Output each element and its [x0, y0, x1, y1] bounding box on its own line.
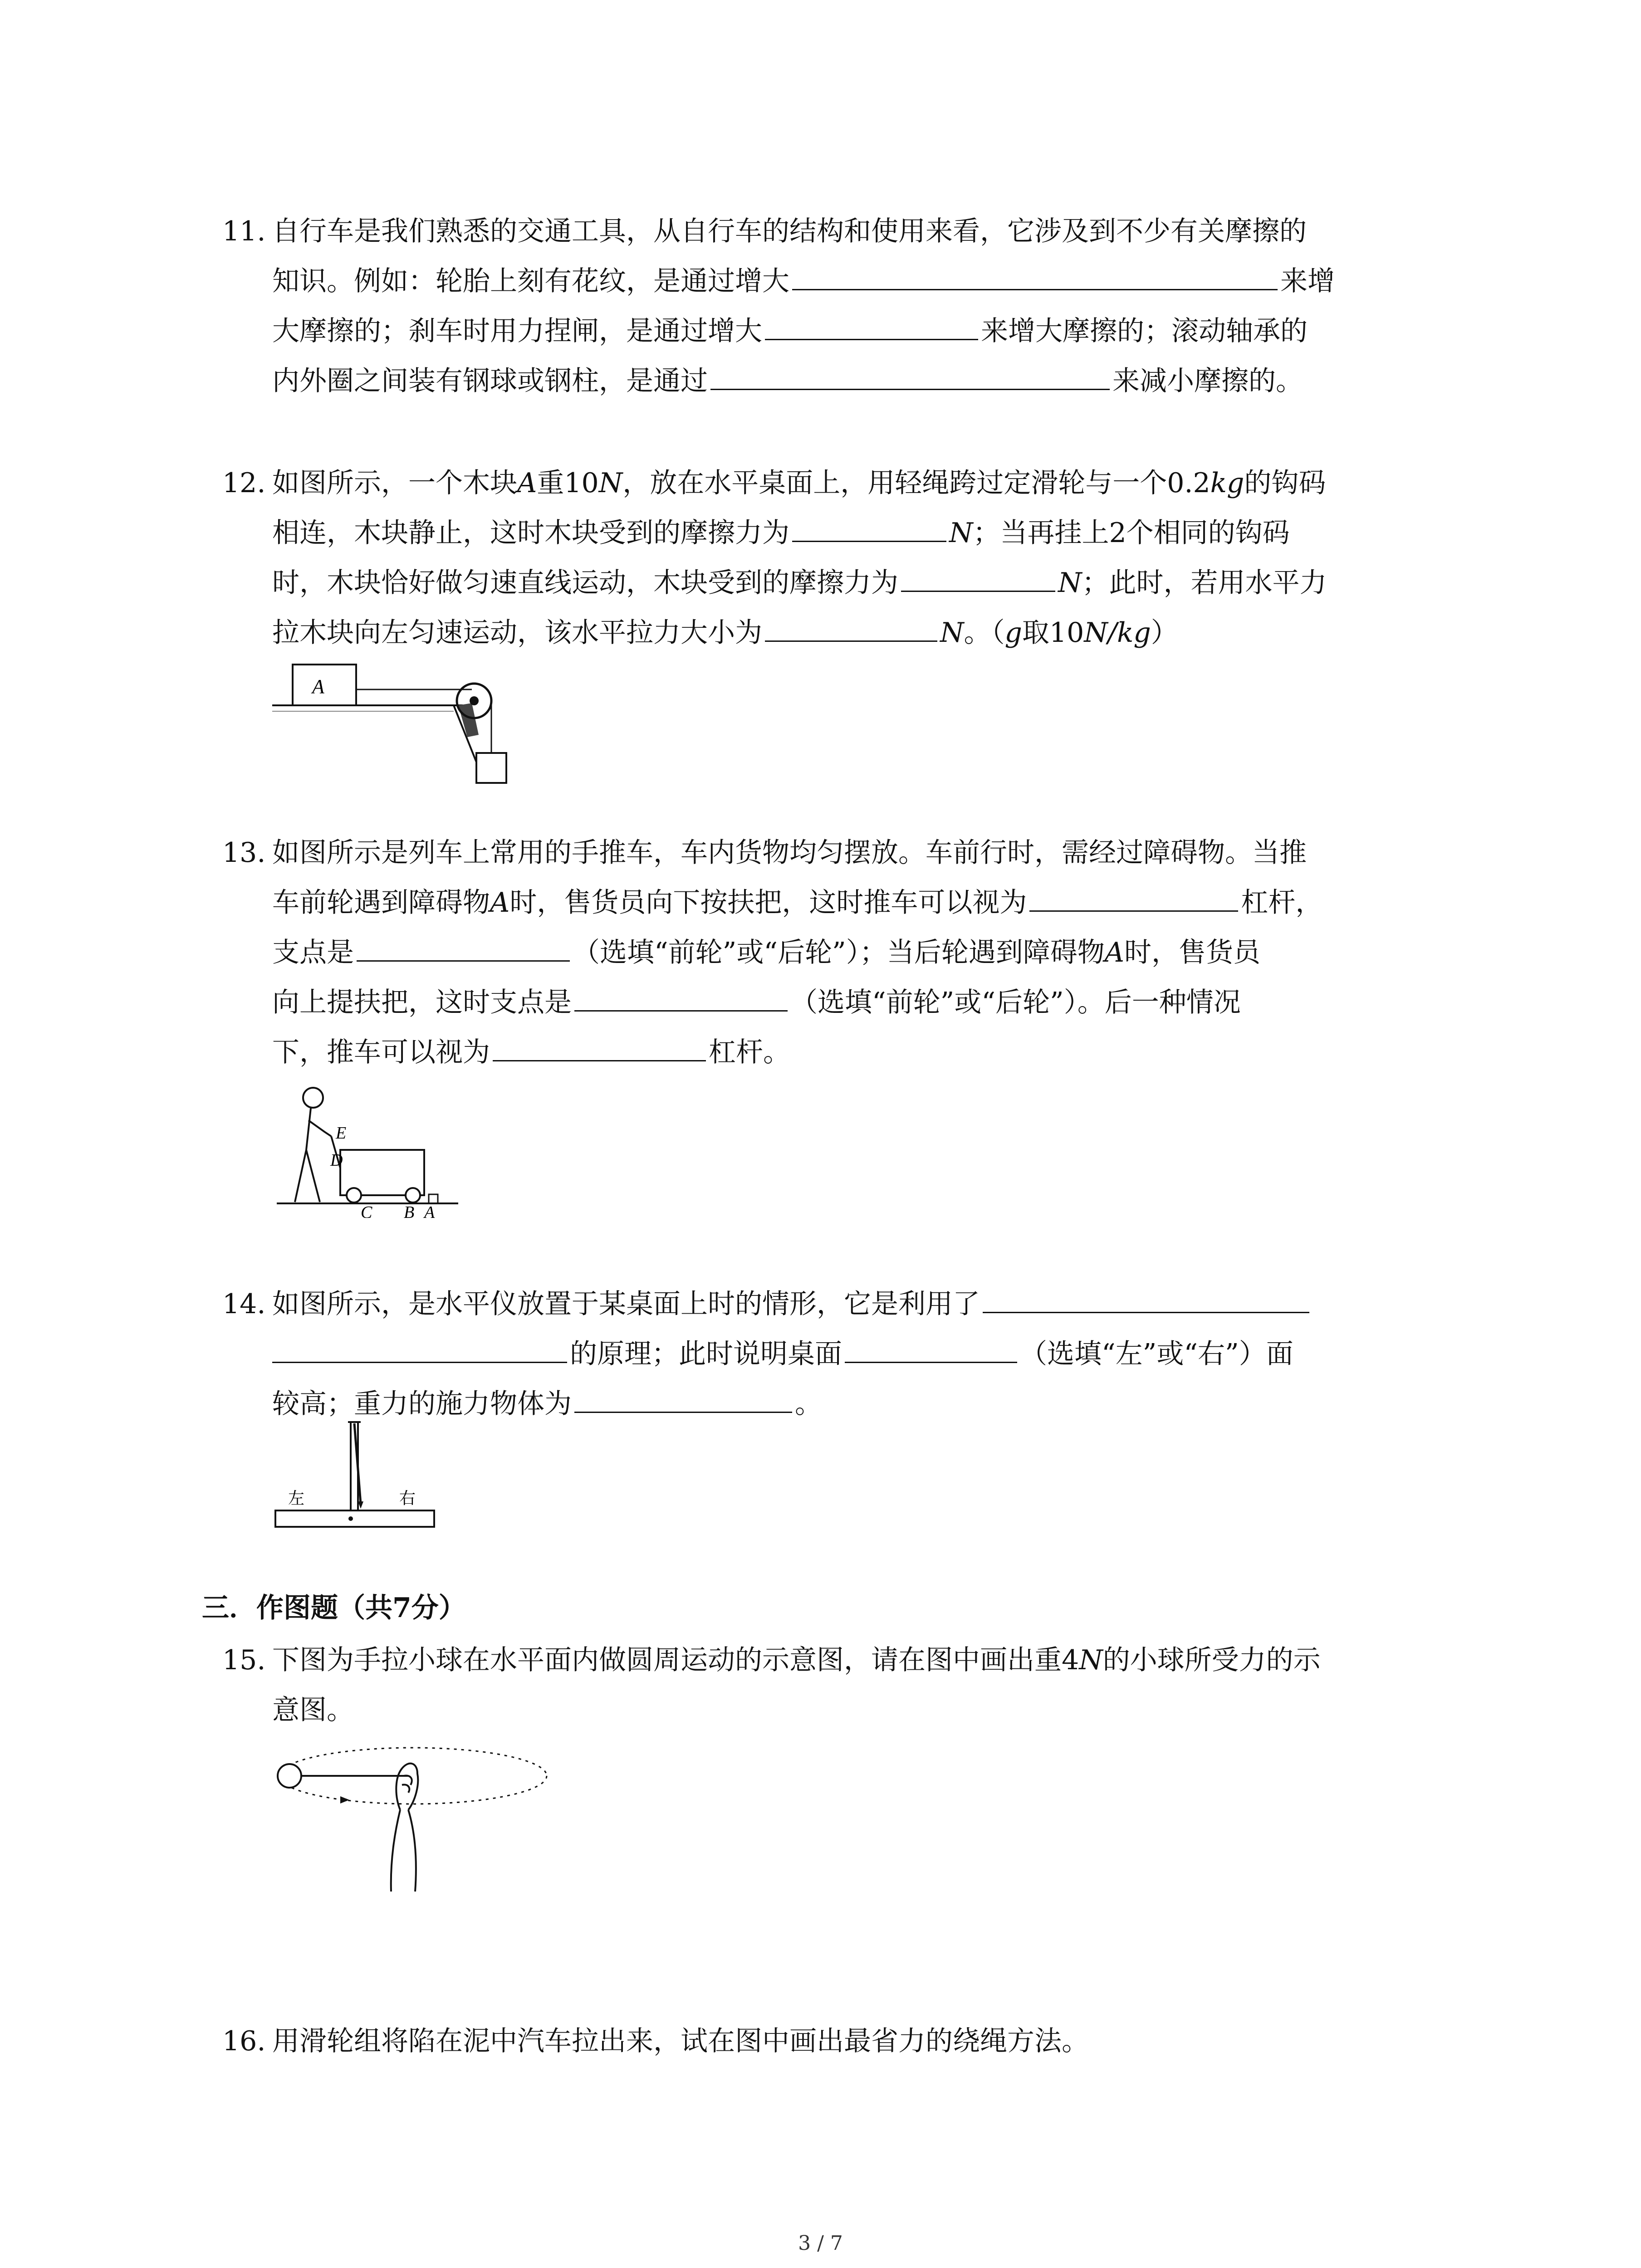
label-b: B: [404, 1203, 415, 1218]
question-text: 知识。例如：轮胎上刻有花纹，是通过增大: [272, 265, 789, 297]
unit-symbol: N: [949, 517, 973, 549]
section-heading: 三．作图题（共7分）: [202, 1592, 466, 1624]
question-text: 大摩擦的；刹车时用力捏闸，是通过增大: [272, 315, 762, 347]
question-text: 如图所示，是水平仪放置于某桌面上时的情形，它是利用了: [272, 1288, 980, 1320]
question-text: ）: [1151, 617, 1178, 649]
question-text: 取10: [1022, 617, 1084, 649]
question-text: （选填“前轮”或“后轮”）。后一种情况: [790, 987, 1241, 1018]
direction-arrow: [340, 1796, 349, 1804]
circular-motion-figure: [272, 1742, 554, 1905]
question-text: ，放在水平桌面上，用轻绳跨过定滑轮与一个0.2: [622, 467, 1210, 499]
question-text: 下图为手拉小球在水平面内做圆周运动的示意图，请在图中画出重4: [272, 1644, 1079, 1676]
hand: [391, 1764, 418, 1892]
front-wheel: [406, 1188, 420, 1202]
question-text: 。（: [964, 617, 1005, 649]
question-number: 14.: [222, 1288, 266, 1320]
question-text: 时，木块恰好做匀速直线运动，木块受到的摩擦力为: [272, 567, 898, 599]
unit-symbol: kg: [1210, 467, 1244, 499]
variable-symbol: A: [517, 467, 537, 499]
answer-blank[interactable]: [272, 1334, 567, 1363]
question-text: 如图所示，一个木块: [272, 467, 517, 499]
answer-blank[interactable]: [792, 513, 946, 542]
question-text: 来减小摩擦的。: [1112, 365, 1303, 397]
block-label: A: [312, 675, 324, 698]
question-text: （选填“前轮”或“后轮”）；当后轮遇到障碍物: [573, 937, 1105, 968]
question-text: 支点是: [272, 937, 354, 968]
question-number: 16.: [222, 2025, 266, 2057]
label-left: 左: [288, 1489, 305, 1508]
page-number: 3 / 7: [798, 2232, 843, 2255]
question-number: 11.: [222, 215, 266, 247]
block-a: [293, 665, 356, 705]
question-text: 。: [795, 1388, 822, 1420]
answer-blank[interactable]: [765, 613, 937, 642]
variable-symbol: g: [1004, 617, 1022, 649]
question-text: 下，推车可以视为: [272, 1036, 490, 1068]
label-right: 右: [399, 1489, 416, 1508]
label-d: D: [330, 1151, 343, 1170]
question-text: 内外圈之间装有钢球或钢柱，是通过: [272, 365, 708, 397]
question-15: [222, 1635, 1438, 1735]
label-a: A: [424, 1203, 435, 1218]
question-text: 时，售货员: [1124, 937, 1261, 968]
label-e: E: [336, 1124, 347, 1143]
question-text: 的小球所受力的示: [1102, 1644, 1321, 1676]
answer-blank[interactable]: [574, 983, 788, 1012]
unit-symbol: N: [598, 467, 623, 499]
question-12: [222, 458, 1438, 658]
question-14: [222, 1279, 1438, 1429]
question-text: 如图所示是列车上常用的手推车，车内货物均匀摆放。车前行时，需经过障碍物。当推: [272, 837, 1307, 869]
question-text: 杠杆，: [1241, 887, 1323, 919]
question-text: 用滑轮组将陷在泥中汽车拉出来，试在图中画出最省力的绕绳方法。: [272, 2025, 1089, 2057]
question-text: 相连，木块静止，这时木块受到的摩擦力为: [272, 517, 789, 549]
answer-blank[interactable]: [765, 312, 978, 340]
question-text: 重10: [537, 467, 599, 499]
center-mark: [348, 1516, 353, 1521]
unit-symbol: N: [1079, 1644, 1103, 1676]
level-figure: [274, 1420, 438, 1538]
question-13: [222, 828, 1438, 1077]
variable-symbol: A: [490, 887, 510, 919]
question-16: [222, 2016, 1438, 2066]
question-number: 13.: [222, 837, 266, 869]
ball: [278, 1764, 301, 1788]
unit-symbol: N: [940, 617, 964, 649]
question-text: 来增: [1280, 265, 1335, 297]
question-number: 12.: [222, 467, 266, 499]
unit-symbol: N: [1058, 567, 1082, 599]
label-c: C: [361, 1203, 372, 1218]
rear-wheel: [347, 1188, 361, 1202]
answer-blank[interactable]: [1029, 883, 1238, 912]
question-number: 15.: [222, 1644, 266, 1676]
answer-blank[interactable]: [493, 1033, 706, 1061]
question-text: （选填“左”或“右”）面: [1020, 1338, 1293, 1370]
question-text: ；当再挂上2个相同的钩码: [973, 517, 1290, 549]
obstacle: [429, 1194, 438, 1203]
question-text: ；此时，若用水平力: [1082, 567, 1327, 599]
block-pulley-figure: [272, 658, 544, 794]
question-text: 杠杆。: [709, 1036, 790, 1068]
person-body: [295, 1108, 331, 1202]
variable-symbol: A: [1104, 937, 1125, 968]
answer-blank[interactable]: [574, 1384, 792, 1413]
pulley-bracket: [458, 703, 479, 737]
question-11: [222, 206, 1438, 406]
question-text: 时，售货员向下按扶把，这时推车可以视为: [509, 887, 1027, 919]
hook-weight: [476, 753, 506, 783]
answer-blank[interactable]: [845, 1334, 1017, 1363]
question-text: 的钩码: [1244, 467, 1326, 499]
answer-blank[interactable]: [710, 362, 1110, 390]
question-text: 意图。: [272, 1694, 354, 1726]
question-text: 较高；重力的施力物体为: [272, 1388, 572, 1420]
person-head: [303, 1088, 323, 1108]
answer-blank[interactable]: [901, 563, 1055, 592]
question-text: 向上提扶把，这时支点是: [272, 987, 572, 1018]
pulley-axle: [470, 696, 479, 705]
question-text: 来增大摩擦的；滚动轴承的: [981, 315, 1308, 347]
answer-blank[interactable]: [357, 933, 570, 962]
unit-symbol: N/kg: [1084, 617, 1151, 649]
level-base: [275, 1510, 434, 1527]
question-text: 自行车是我们熟悉的交通工具，从自行车的结构和使用来看，它涉及到不少有关摩擦的: [272, 215, 1307, 247]
cart-figure: [277, 1082, 467, 1218]
answer-blank[interactable]: [983, 1285, 1309, 1313]
question-text: 车前轮遇到障碍物: [272, 887, 490, 919]
question-text: 的原理；此时说明桌面: [570, 1338, 842, 1370]
answer-blank[interactable]: [792, 262, 1278, 290]
question-text: 拉木块向左匀速运动，该水平拉力大小为: [272, 617, 762, 649]
